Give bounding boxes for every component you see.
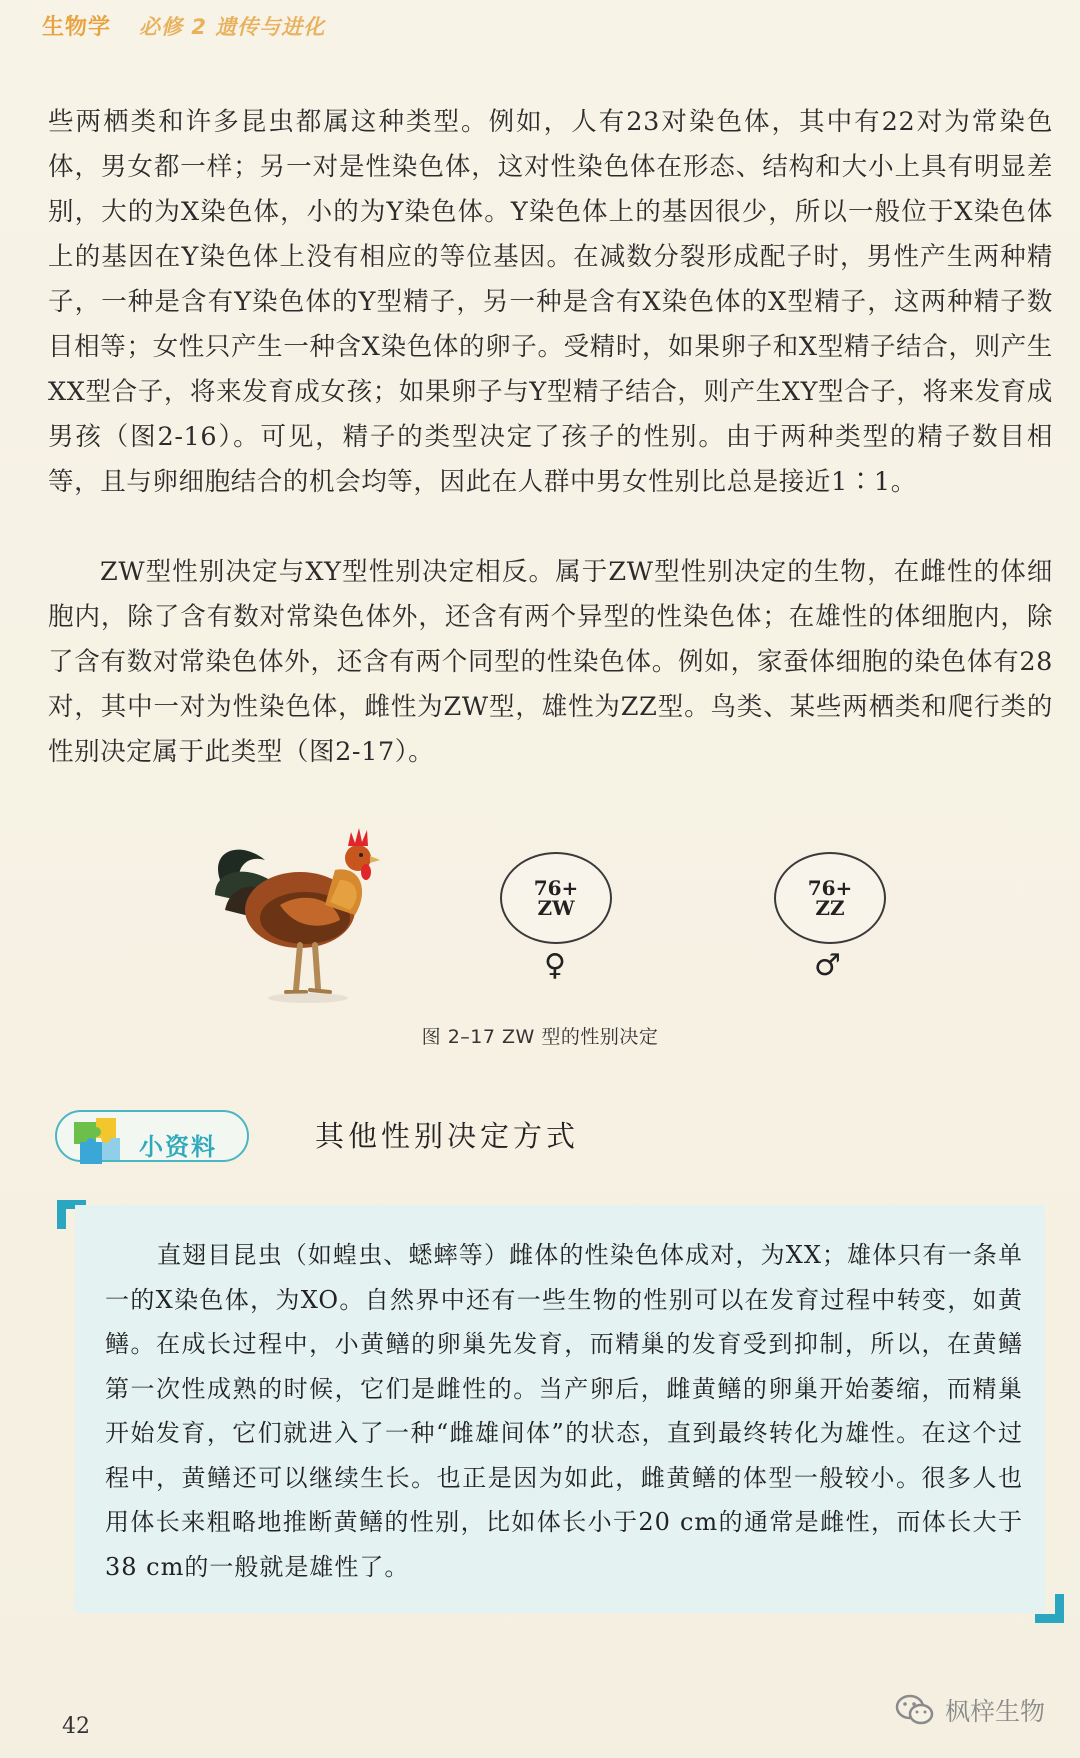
- female-autosome-count: 76+: [533, 876, 579, 900]
- figure-caption: 图 2–17 ZW 型的性别决定: [421, 1026, 659, 1048]
- male-sex-chromosomes: ZZ: [815, 896, 845, 920]
- wechat-icon: [895, 1693, 935, 1727]
- header-subject: 生物学: [42, 15, 112, 40]
- male-autosome-count: 76+: [807, 876, 853, 900]
- figure-2-17: [0, 800, 1080, 1070]
- puzzle-icon: [72, 1112, 126, 1168]
- info-box: [75, 1205, 1045, 1613]
- male-chromosome-circle: [774, 852, 886, 944]
- info-badge-label: 小资料: [139, 1133, 217, 1161]
- page-header: [42, 10, 325, 48]
- female-sex-chromosomes: ZW: [537, 896, 575, 920]
- body-paragraph-2: ZW型性别决定与XY型性别决定相反。属于ZW型性别决定的生物，在雌性的体细胞内，除了含有数对常染色体外，还含有两个异型的性染色体；在雄性的体细胞内，除了含有数对常染色体外，还含有两个同型的性染色体。例如，家蚕体细胞的染色体有28对，其中一对为性染色体，雌性为ZW型，雄性为ZZ型。鸟类、某些两栖类和爬行类的性别决定属于此类型（图2-17）。: [48, 557, 1053, 767]
- body-paragraph-1: 些两栖类和许多昆虫都属这种类型。例如，人有23对染色体，其中有22对为常染色体，男女都一样；另一对是性染色体，这对性染色体在形态、结构和大小上具有明显差别，大的为X染色体，小的为Y染色体。Y染色体上的基因很少，所以一般位于X染色体上的基因在Y染色体上没有相应的等位基因。在减数分裂形成配子时，男性产生两种精子，一种是含有Y染色体的Y型精子，另一种是含有X染色体的X型精子，这两种精子数目相等；女性只产生一种含X染色体的卵子。受精时，如果卵子和X型精子结合，则产生XX型合子，将来发育成女孩；如果卵子与Y型精子结合，则产生XY型合子，将来发育成男孩（图2-16）。可见，精子的类型决定了孩子的性别。由于两种类型的精子数目相等，且与卵细胞结合的机会均等，因此在人群中男女性别比总是接近1∶1。: [48, 107, 1053, 497]
- female-symbol: ♀: [544, 948, 566, 983]
- watermark-text: 枫梓生物: [944, 1697, 1045, 1726]
- info-box-corner-bottom-right: [1035, 1594, 1064, 1623]
- info-title: 其他性别决定方式: [315, 1119, 580, 1153]
- info-badge: [55, 1110, 249, 1162]
- male-symbol: ♂: [814, 948, 841, 983]
- watermark: [895, 1692, 1045, 1728]
- rooster-illustration: [210, 810, 400, 1010]
- info-section-heading: [55, 1098, 955, 1168]
- header-book-title: 必修 2 遗传与进化: [139, 15, 326, 39]
- female-chromosome-circle: [500, 852, 612, 944]
- info-text: 直翅目昆虫（如蝗虫、蟋蟀等）雌体的性染色体成对，为XX；雄体只有一条单一的X染色体，为XO。自然界中还有一些生物的性别可以在发育过程中转变，如黄鳝。在成长过程中，小黄鳝的卵巢先发育，而精巢的发育受到抑制，所以，在黄鳝第一次性成熟的时候，它们是雌性的。当产卵后，雌黄鳝的卵巢开始萎缩，而精巢开始发育，它们就进入了一种“雌雄间体”的状态，直到最终转化为雄性。在这个过程中，黄鳝还可以继续生长。也正是因为如此，雌黄鳝的体型一般较小。很多人也用体长来粗略地推断黄鳝的性别，比如体长小于20 cm的通常是雌性，而体长大于38 cm的一般就是雄性了。: [105, 1241, 1023, 1581]
- page-number: 42: [62, 1714, 90, 1739]
